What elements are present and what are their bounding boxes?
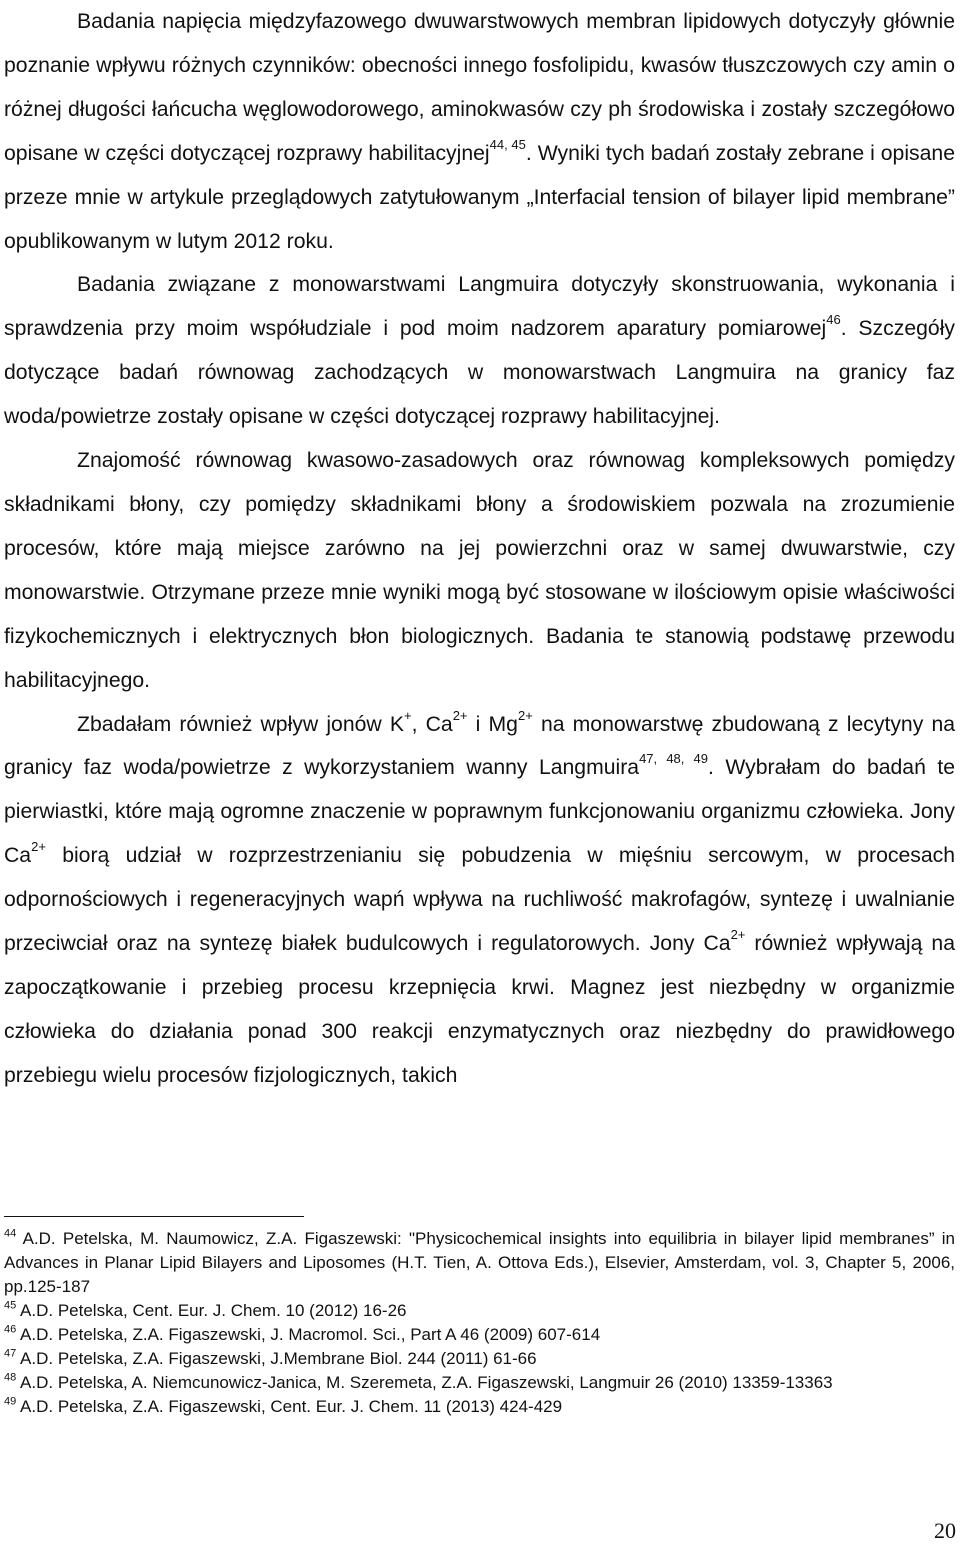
- paragraph-4-text: i Mg: [467, 712, 518, 736]
- paragraph-3: [4, 439, 955, 702]
- footnote-number: 44: [4, 1227, 17, 1240]
- paragraph-4-text: . Wybrałam do badań te pierwiastki, które mają ogromne znaczenie w poprawnym funkcjonowaniu organizmu człowieka. Jony Ca: [4, 756, 955, 868]
- paragraph-4-text: na monowarstwę zbudowaną z lecytyny na granicy faz woda/powietrze z wykorzystaniem wanny Langmuira: [4, 712, 956, 780]
- paragraph-4-text: Zbadałam również wpływ jonów K: [77, 712, 404, 736]
- paragraph-4: [4, 703, 955, 1098]
- footnote-text: A.D. Petelska, Z.A. Figaszewski, Cent. Eur. J. Chem. 11 (2013) 424-429: [16, 1397, 563, 1416]
- footnote-number: 48: [4, 1371, 17, 1384]
- paragraph-4-text: , Ca: [411, 712, 453, 736]
- footnote-46: [4, 1323, 955, 1347]
- footnote-47: [4, 1347, 955, 1371]
- paragraph-4-text: biorą udział w rozprzestrzenianiu się pobudzenia w mięśniu sercowym, w procesach odpornościowych i regeneracyjnych wapń wpływa na ruchliwość makrofagów, syntezę i uwalnianie przeciwciał oraz na syntezę białek budulcowych i regulatorowych. Jony Ca: [4, 844, 955, 956]
- footnote-49: [4, 1395, 955, 1419]
- paragraph-1-text: Badania napięcia międzyfazowego dwuwarstwowych membran lipidowych dotyczyły głównie poznanie wpływu różnych czynników: obecności innego fosfolipidu, kwasów tłuszczowych czy amin o różnej długości łańcucha węglowodorowego, aminokwasów czy ph środowiska i zostały szczegółowo opisane w części dotyczącej rozprawy habilitacyjnej: [4, 10, 955, 165]
- footnote-ref: 44, 45: [489, 136, 526, 152]
- footnote-ref: 46: [826, 312, 841, 328]
- paragraph-2-text-cont: . Szczegóły dotyczące badań równowag zachodzących w monowarstwach Langmuira na granicy faz woda/powietrze zostały opisane w części dotyczącej rozprawy habilitacyjnej.: [4, 317, 955, 429]
- footnote-text: A.D. Petelska, A. Niemcunowicz-Janica, M. Szeremeta, Z.A. Figaszewski, Langmuir 26 (2010) 13359-13363: [16, 1373, 833, 1392]
- footnotes: [4, 1227, 955, 1419]
- ion-charge: 2+: [31, 839, 46, 855]
- footnote-text: A.D. Petelska, Z.A. Figaszewski, J. Macromol. Sci., Part A 46 (2009) 607-614: [16, 1325, 601, 1344]
- paragraph-2: [4, 263, 955, 439]
- footnote-divider: [4, 1216, 304, 1217]
- paragraph-2-text: Badania związane z monowarstwami Langmuira dotyczyły skonstruowania, wykonania i sprawdzenia przy moim współudziale i pod moim nadzorem aparatury pomiarowej: [4, 273, 955, 341]
- footnote-text: A.D. Petelska, M. Naumowicz, Z.A. Figaszewski: "Physicochemical insights into equilibria in bilayer lipid membranes” in Advances in Planar Lipid Bilayers and Liposomes (H.T. Tien, A. Ottova Eds.), Elsevier, Amsterdam, vol. 3, Chapter 5, 2006, pp.125-187: [4, 1229, 955, 1296]
- page-number: 20: [934, 1518, 956, 1543]
- ion-charge: +: [403, 707, 412, 723]
- footnote-text: A.D. Petelska, Z.A. Figaszewski, J.Membrane Biol. 244 (2011) 61-66: [16, 1349, 537, 1368]
- paragraph-1: [4, 0, 955, 263]
- footnote-44: [4, 1227, 955, 1299]
- ion-charge: 2+: [517, 707, 533, 723]
- footnote-number: 47: [4, 1347, 17, 1360]
- footnote-48: [4, 1371, 955, 1395]
- footnote-number: 46: [4, 1323, 17, 1336]
- footnote-number: 49: [4, 1395, 17, 1408]
- body-text: [4, 0, 955, 1098]
- footnote-text: A.D. Petelska, Cent. Eur. J. Chem. 10 (2012) 16-26: [16, 1301, 407, 1320]
- footnote-ref: 47, 48, 49: [639, 751, 709, 767]
- paragraph-1-text-cont: . Wyniki tych badań zostały zebrane i opisane przeze mnie w artykule przeglądowych zatytułowanym „Interfacial tension of bilayer lipid membrane” opublikowanym w lutym 2012 roku.: [4, 141, 955, 253]
- ion-charge: 2+: [730, 926, 746, 942]
- ion-charge: 2+: [452, 707, 468, 723]
- paragraph-3-text: Znajomość równowag kwasowo-zasadowych oraz równowag kompleksowych pomiędzy składnikami błony, czy pomiędzy składnikami błony a środowiskiem pozwala na zrozumienie procesów, które mają miejsce zarówno na jej powierzchni oraz w samej dwuwarstwie, czy monowarstwie. Otrzymane przeze mnie wyniki mogą być stosowane w ilościowym opisie właściwości fizykochemicznych i elektrycznych błon biologicznych. Badania te stanowią podstawę przewodu habilitacyjnego.: [4, 449, 955, 692]
- footnote-number: 45: [4, 1299, 17, 1312]
- footnote-45: [4, 1299, 955, 1323]
- paragraph-4-text: również wpływają na zapoczątkowanie i przebieg procesu krzepnięcia krwi. Magnez jest niezbędny w organizmie człowieka do działania ponad 300 reakcji enzymatycznych oraz niezbędny do prawidłowego przebiegu wielu procesów fizjologicznych, takich: [4, 932, 955, 1087]
